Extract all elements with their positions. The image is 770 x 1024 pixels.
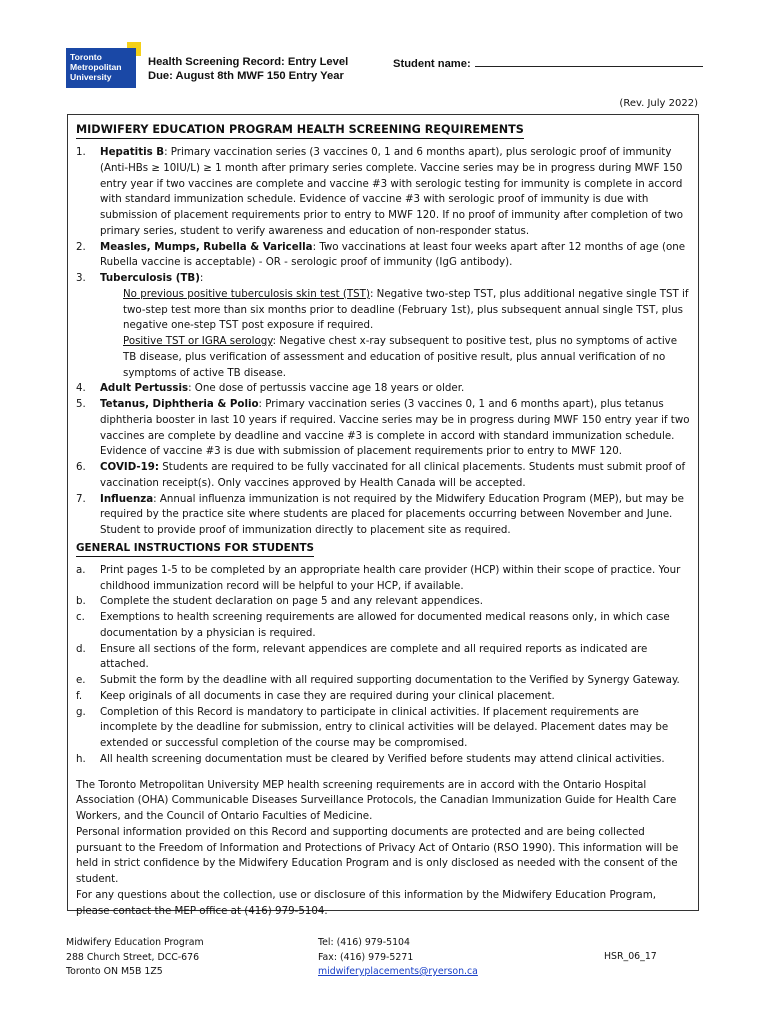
- requirements-list: [76, 145, 692, 539]
- item-title: Adult Pertussis: [100, 382, 189, 395]
- address-line: 288 Church Street, DCC-676: [66, 951, 200, 963]
- list-item: [76, 705, 692, 752]
- instructions-list: [76, 563, 692, 768]
- item-letter: b.: [76, 595, 86, 608]
- list-item: [76, 397, 692, 460]
- item-letter: h.: [76, 752, 86, 765]
- list-item: [76, 271, 692, 381]
- list-item: [76, 460, 692, 492]
- item-letter: e.: [76, 674, 86, 686]
- item-title: COVID-19:: [100, 461, 160, 473]
- list-item: [76, 642, 692, 674]
- list-item: [76, 492, 692, 539]
- tb-sub1-text: : Negative two-step TST, plus additional negative single TST if two-step test more than six months prior to deadline (February 1st), plus subsequent annual single TST, plus negative one-step TST post exposure if required.: [123, 287, 689, 332]
- list-item: [76, 689, 692, 705]
- item-text: Students are required to be fully vaccinated for all clinical placements. Students must submit proof of vaccination receipt(s). Only vaccines approved by Health Canada will be accepted.: [100, 461, 686, 489]
- footer-address: [66, 936, 204, 980]
- item-text: Complete the student declaration on page 5 and any relevant appendices.: [100, 595, 484, 608]
- item-letter: c.: [76, 611, 85, 623]
- privacy-paragraph: Personal information provided on this Record and supporting documents are protected and are being collected pursuant to the Freedom of Information and Protections of Privacy Act of Ontario (RSO 1990). This information will be held in strict confidence by the Midwifery Education Program and is only disclosed as needed with the consent of the student.: [76, 825, 679, 885]
- tb-sub2-text: : Negative chest x-ray subsequent to positive test, plus no symptoms of active TB disease, plus verification of assessment and education of positive result, plus annual verification of no symptoms of active TB disease.: [123, 335, 678, 379]
- compliance-paragraph: The Toronto Metropolitan University MEP health screening requirements are in accord with the Ontario Hospital Association (OHA) Communicable Diseases Surveillance Protocols, the Canadian Immunization Guide for Health Care Workers, and the Council of Ontario Faculties of Medicine.: [76, 778, 677, 822]
- list-item: [76, 145, 692, 240]
- form-code: HSR_06_17: [604, 951, 657, 962]
- list-item: [76, 610, 692, 642]
- list-item: [76, 563, 692, 595]
- address-line: Toronto ON M5B 1Z5: [66, 966, 163, 977]
- logo-box: [66, 48, 136, 88]
- item-text: : Annual influenza immunization is not required by the Midwifery Education Program (MEP), but may be required by the practice site where students are placed for placements occurring between November and June. Student to provide proof of immunization directly to placement site as required.: [100, 492, 684, 536]
- record-title-line2: Due: August 8th MWF 150 Entry Year: [148, 70, 344, 82]
- item-text: : Primary vaccination series (3 vaccines 0, 1 and 6 months apart), plus tetanus diphtheria booster in last 10 years if required. Vaccine series may be in progress during MWF 150 entry year if two vaccines are complete by deadline and vaccine #3 is complete in accord with standard immunization schedule. Evidence of vaccine #3 is due with submission of placement requirements prior to entry to MWF 120.: [100, 398, 690, 458]
- item-number: 6.: [76, 461, 86, 473]
- revision-date: (Rev. July 2022): [619, 98, 698, 109]
- item-title: Influenza: [100, 492, 154, 505]
- tb-sub1-label: No previous positive tuberculosis skin test (TST): [123, 287, 370, 300]
- item-number: 3.: [76, 272, 86, 284]
- list-item: [76, 752, 692, 768]
- record-title: [148, 55, 348, 83]
- list-item: [76, 240, 692, 272]
- footer-fax: Fax: (416) 979-5271: [318, 951, 414, 963]
- item-number: 5.: [76, 398, 86, 410]
- university-logo: [66, 48, 142, 88]
- item-letter: g.: [76, 705, 86, 718]
- list-item: [76, 381, 692, 397]
- student-name-label: Student name:: [393, 58, 471, 70]
- item-title: Tetanus, Diphtheria & Polio: [100, 398, 259, 410]
- item-letter: d.: [76, 642, 86, 655]
- item-title: Tuberculosis (TB): [100, 272, 200, 284]
- logo-text: [70, 52, 122, 82]
- logo-line: Metropolitan: [70, 62, 122, 72]
- item-title: Measles, Mumps, Rubella & Varicella: [100, 240, 313, 253]
- logo-line: University: [70, 72, 112, 82]
- student-name-field: [393, 55, 703, 71]
- item-text: : Two vaccinations at least four weeks apart after 12 months of age (one Rubella vaccine is acceptable) - OR - serologic proof of immunity (IgG antibody).: [100, 240, 686, 269]
- item-number: 7.: [76, 492, 86, 505]
- item-text: Keep originals of all documents in case they are required during your clinical placement.: [100, 689, 555, 702]
- item-number: 1.: [76, 146, 86, 158]
- instructions-heading: GENERAL INSTRUCTIONS FOR STUDENTS: [76, 541, 314, 557]
- list-item: [76, 594, 692, 610]
- record-title-line1: Health Screening Record: Entry Level: [148, 56, 349, 68]
- footer-contact: [318, 936, 478, 980]
- list-item: [76, 673, 692, 689]
- tb-sub2-label: Positive TST or IGRA serology: [123, 335, 273, 347]
- contact-paragraph: For any questions about the collection, use or disclosure of this information by the Midwifery Education Program, please contact the MEP office at (416) 979-5104.: [76, 888, 656, 917]
- item-title: Hepatitis B: [100, 146, 165, 158]
- item-text: Print pages 1-5 to be completed by an appropriate health care provider (HCP) within their scope of practice. Your childhood immunization record will be helpful to your HCP, if available.: [100, 563, 681, 592]
- item-letter: f.: [76, 689, 83, 702]
- item-text: : One dose of pertussis vaccine age 18 years or older.: [188, 382, 465, 395]
- requirements-heading: MIDWIFERY EDUCATION PROGRAM HEALTH SCREENING REQUIREMENTS: [76, 123, 524, 139]
- item-letter: a.: [76, 563, 86, 576]
- requirements-box: [67, 114, 699, 917]
- item-text: Submit the form by the deadline with all required supporting documentation to the Verified by Synergy Gateway.: [100, 674, 680, 686]
- footer-email-link[interactable]: midwiferyplacements@ryerson.ca: [318, 966, 478, 977]
- item-text: Ensure all sections of the form, relevant appendices are complete and all required reports as indicated are attached.: [100, 642, 648, 671]
- tb-no-previous: [100, 287, 692, 334]
- logo-line: Toronto: [70, 52, 102, 62]
- tb-positive: [100, 334, 692, 381]
- item-text: :: [199, 272, 204, 284]
- item-number: 4.: [76, 382, 86, 395]
- address-line: Midwifery Education Program: [66, 937, 204, 948]
- item-text: Exemptions to health screening requirements are allowed for documented medical reasons only, in which case documentation by a physician is required.: [100, 611, 670, 639]
- item-text: All health screening documentation must be cleared by Verified before students may attend clinical activities.: [100, 752, 665, 765]
- item-text: Completion of this Record is mandatory to participate in clinical activities. If placement requirements are incomplete by the deadline for submission, entry to clinical activities will be delayed. Placement dates may be extended or successful completion of the course may be compromised.: [100, 705, 669, 749]
- item-text: : Primary vaccination series (3 vaccines 0, 1 and 6 months apart), plus serologic proof of immunity (Anti-HBs ≥ 10IU/L) ≥ 1 month after primary series complete. Vaccine series may be in progress during MWF 150 entry year if two vaccines are complete and vaccine #3 with serologic testing for immunity is complete in accord with standard immunization schedule. Evidence of vaccine #3 with serologic proof of immunity is due with submission of placement requirements prior to entry to MWF 120. If no proof of immunity after completion of two primary series, student to verify awareness and education of non-responder status.: [100, 146, 684, 237]
- item-number: 2.: [76, 240, 86, 253]
- footer-tel: Tel: (416) 979-5104: [318, 937, 410, 948]
- student-name-line[interactable]: [475, 55, 703, 67]
